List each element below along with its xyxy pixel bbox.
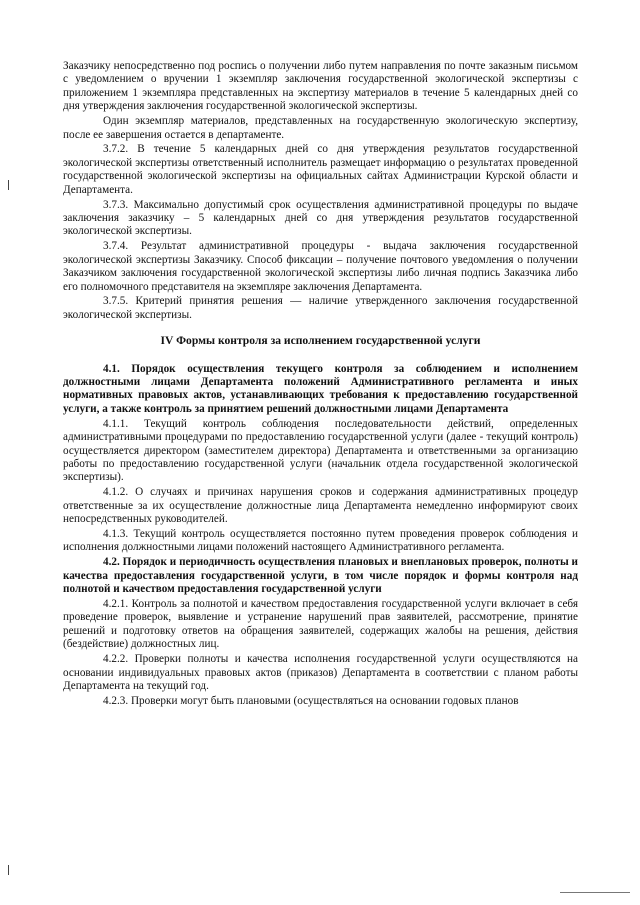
paragraph-4-1-2: 4.1.2. О случаях и причинах нарушения сроков и содержания административных процедур ответственные за их осуществление должностные лица Департамента немедленно информируют своих непосредственных руководителей. bbox=[63, 486, 578, 526]
paragraph-materials-kept: Один экземпляр материалов, представленных на государственную экологическую экспертизу, после ее завершения остается в департаменте. bbox=[63, 115, 578, 141]
paragraph-4-1-1: 4.1.1. Текущий контроль соблюдения последовательности действий, определенных административными процедурами по предоставлению государственной услуги (далее - текущий контроль) осуществляется директором (заместителем директора) Департамента и ответственными за организацию работы по предоставлению государственной услуги (начальник отдела государственной экологической экспертизы). bbox=[63, 417, 578, 484]
section-iv-body bbox=[63, 363, 578, 709]
scan-mark-left-2 bbox=[8, 865, 9, 875]
paragraph-delivery: Заказчику непосредственно под роспись о получении либо путем направления по почте заказным письмом с уведомлением о вручении 1 экземпляр заключения государственной экологической экспертизы с приложением 1 экземпляра представленных на экспертизу материалов в течение 5 календарных дней со дня утверждения заключения государственной экологической экспертизы. bbox=[63, 60, 578, 113]
paragraph-3-7-4: 3.7.4. Результат административной процедуры - выдача заключения государственной экологической экспертизы Заказчику. Способ фиксации – получение почтового уведомления о получении Заказчиком заключения государственной экологической экспертизы либо личная подпись Заказчика либо его полномочного представителя на экземпляре заключения Департамента. bbox=[63, 240, 578, 293]
paragraph-4-1-3: 4.1.3. Текущий контроль осуществляется постоянно путем проведения проверок соблюдения и исполнения должностными лицами положений настоящего Административного регламента. bbox=[63, 528, 578, 554]
section-iv-title: IV Формы контроля за исполнением государственной услуги bbox=[160, 334, 481, 348]
paragraph-4-2-2: 4.2.2. Проверки полноты и качества исполнения государственной услуги осуществляются на основании индивидуальных правовых актов (приказов) Департамента в соответствии с планом работы Департамента на текущий год. bbox=[63, 653, 578, 692]
paragraph-4-2-1: 4.2.1. Контроль за полнотой и качеством предоставления государственной услуги включает в себя проведение проверок, выявление и устранение нарушений прав заявителей, рассмотрение, принятие решений и подготовку ответов на обращения заявителей, содержащих жалобы на решения, действия (бездействие) должностных лиц. bbox=[63, 598, 578, 651]
heading-4-2: 4.2. Порядок и периодичность осуществления плановых и внеплановых проверок, полноты и качества предоставления государственной услуги, в том числе порядок и формы контроля над полнотой и качеством предоставления государственной услуги bbox=[63, 556, 578, 596]
scan-mark-left-1 bbox=[8, 180, 9, 190]
document-page bbox=[63, 60, 578, 710]
paragraph-3-7-2: 3.7.2. В течение 5 календарных дней со дня утверждения результатов государственной экологической экспертизы ответственный исполнитель размещает информацию о результатах проведенной государственной экологической экспертизы на официальных сайтах Администрации Курской области и Департамента. bbox=[63, 143, 578, 196]
scan-mark-bottom-line bbox=[560, 892, 630, 893]
paragraph-3-7-5: 3.7.5. Критерий принятия решения — наличие утвержденного заключения государственной экологической экспертизы. bbox=[63, 295, 578, 321]
heading-4-1: 4.1. Порядок осуществления текущего контроля за соблюдением и исполнением должностными лицами Департамента положений Административного регламента и иных нормативных правовых актов, устанавливающих требования к предоставлению государственной услуги, а также контроль за принятием решений должностными лицами Департамента bbox=[63, 362, 578, 415]
paragraph-4-2-3: 4.2.3. Проверки могут быть плановыми (осуществляться на основании годовых планов bbox=[103, 694, 519, 707]
section-iii-tail bbox=[63, 60, 578, 322]
paragraph-3-7-3: 3.7.3. Максимально допустимый срок осуществления административной процедуры по выдаче заключения заказчику – 5 календарных дней со дня утверждения результатов государственной экологической экспертизы. bbox=[63, 198, 578, 238]
